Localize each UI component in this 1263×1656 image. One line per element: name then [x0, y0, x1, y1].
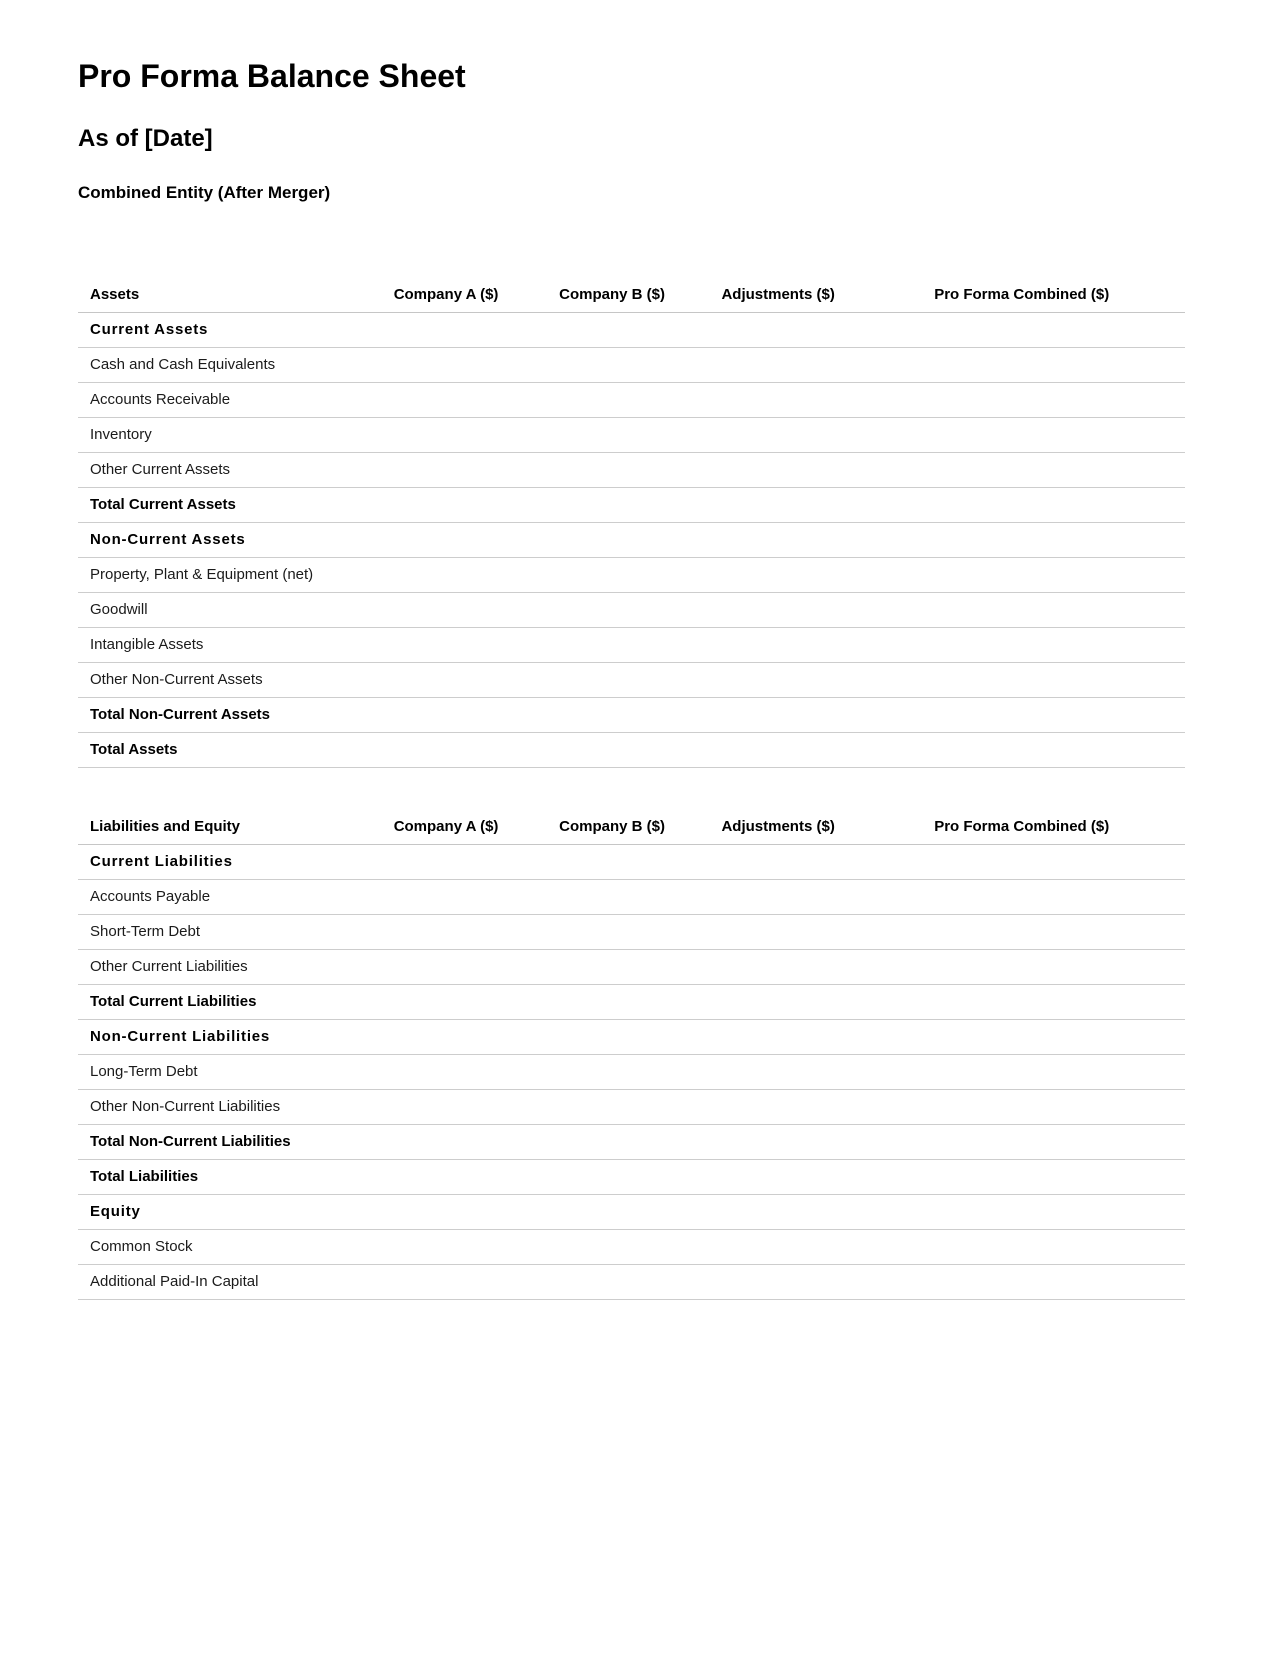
value-cell [698, 697, 859, 732]
value-cell [858, 452, 1185, 487]
value-cell [698, 1194, 859, 1229]
value-cell [698, 1229, 859, 1264]
table-row [78, 452, 1185, 487]
value-cell [698, 844, 859, 879]
value-cell [526, 382, 698, 417]
row-label-column-header: Assets [78, 278, 366, 313]
row-label-column-header: Liabilities and Equity [78, 810, 366, 845]
row-label: Intangible Assets [78, 627, 366, 662]
value-cell [366, 732, 527, 767]
value-cell [858, 914, 1185, 949]
row-label: Total Non-Current Assets [78, 697, 366, 732]
value-cell [698, 522, 859, 557]
table-row [78, 557, 1185, 592]
table-row [78, 844, 1185, 879]
table-row [78, 417, 1185, 452]
column-header: Adjustments ($) [698, 810, 859, 845]
column-header: Company A ($) [366, 810, 527, 845]
value-cell [526, 487, 698, 522]
value-cell [858, 732, 1185, 767]
column-header: Company B ($) [526, 278, 698, 313]
value-cell [858, 487, 1185, 522]
assets-table [78, 278, 1185, 768]
row-label: Non-Current Assets [78, 522, 366, 557]
table-row [78, 522, 1185, 557]
value-cell [526, 592, 698, 627]
value-cell [526, 1264, 698, 1299]
value-cell [698, 949, 859, 984]
value-cell [526, 312, 698, 347]
value-cell [858, 984, 1185, 1019]
row-label: Other Current Liabilities [78, 949, 366, 984]
value-cell [526, 557, 698, 592]
value-cell [366, 347, 527, 382]
value-cell [858, 557, 1185, 592]
value-cell [698, 382, 859, 417]
value-cell [858, 347, 1185, 382]
value-cell [858, 697, 1185, 732]
liabilities-table-header-row [78, 810, 1185, 845]
table-row [78, 879, 1185, 914]
value-cell [526, 452, 698, 487]
value-cell [526, 1194, 698, 1229]
row-label: Accounts Receivable [78, 382, 366, 417]
row-label: Long-Term Debt [78, 1054, 366, 1089]
row-label: Inventory [78, 417, 366, 452]
value-cell [366, 879, 527, 914]
value-cell [858, 1054, 1185, 1089]
value-cell [858, 662, 1185, 697]
value-cell [526, 417, 698, 452]
as-of-date-heading: As of [Date] [78, 124, 213, 152]
value-cell [366, 592, 527, 627]
value-cell [858, 1229, 1185, 1264]
value-cell [366, 627, 527, 662]
table-row [78, 662, 1185, 697]
value-cell [526, 1229, 698, 1264]
value-cell [858, 417, 1185, 452]
value-cell [698, 1124, 859, 1159]
row-label: Other Current Assets [78, 452, 366, 487]
table-row [78, 382, 1185, 417]
row-label: Total Current Liabilities [78, 984, 366, 1019]
liabilities-and-equity-table [78, 810, 1185, 1300]
row-label: Additional Paid-In Capital [78, 1264, 366, 1299]
value-cell [698, 662, 859, 697]
row-label: Current Liabilities [78, 844, 366, 879]
value-cell [698, 879, 859, 914]
table-row [78, 1089, 1185, 1124]
value-cell [366, 1194, 527, 1229]
value-cell [858, 627, 1185, 662]
value-cell [698, 732, 859, 767]
table-row [78, 697, 1185, 732]
table-row [78, 949, 1185, 984]
value-cell [526, 1089, 698, 1124]
value-cell [858, 1264, 1185, 1299]
row-label: Other Non-Current Liabilities [78, 1089, 366, 1124]
column-header: Adjustments ($) [698, 278, 859, 313]
value-cell [366, 984, 527, 1019]
value-cell [526, 1019, 698, 1054]
value-cell [858, 844, 1185, 879]
value-cell [698, 627, 859, 662]
row-label: Accounts Payable [78, 879, 366, 914]
page-title: Pro Forma Balance Sheet [78, 58, 466, 94]
value-cell [366, 1264, 527, 1299]
value-cell [526, 732, 698, 767]
table-row [78, 1159, 1185, 1194]
value-cell [698, 452, 859, 487]
table-row [78, 1124, 1185, 1159]
column-header: Company B ($) [526, 810, 698, 845]
row-label: Common Stock [78, 1229, 366, 1264]
table-row [78, 1194, 1185, 1229]
value-cell [698, 1159, 859, 1194]
row-label: Total Liabilities [78, 1159, 366, 1194]
row-label: Total Assets [78, 732, 366, 767]
value-cell [858, 522, 1185, 557]
value-cell [698, 557, 859, 592]
row-label: Short-Term Debt [78, 914, 366, 949]
value-cell [698, 347, 859, 382]
value-cell [698, 592, 859, 627]
row-label: Total Non-Current Liabilities [78, 1124, 366, 1159]
row-label: Cash and Cash Equivalents [78, 347, 366, 382]
value-cell [858, 1019, 1185, 1054]
value-cell [366, 914, 527, 949]
value-cell [366, 382, 527, 417]
table-row [78, 592, 1185, 627]
table-row [78, 1229, 1185, 1264]
value-cell [698, 487, 859, 522]
table-row [78, 1019, 1185, 1054]
value-cell [526, 879, 698, 914]
value-cell [366, 844, 527, 879]
value-cell [526, 949, 698, 984]
value-cell [526, 914, 698, 949]
value-cell [858, 1159, 1185, 1194]
value-cell [366, 487, 527, 522]
value-cell [858, 879, 1185, 914]
column-header: Pro Forma Combined ($) [858, 810, 1185, 845]
value-cell [366, 1019, 527, 1054]
value-cell [526, 1054, 698, 1089]
value-cell [366, 1229, 527, 1264]
value-cell [366, 949, 527, 984]
value-cell [526, 697, 698, 732]
value-cell [526, 662, 698, 697]
value-cell [858, 1089, 1185, 1124]
entity-heading: Combined Entity (After Merger) [78, 183, 331, 203]
value-cell [366, 662, 527, 697]
value-cell [366, 417, 527, 452]
value-cell [858, 592, 1185, 627]
value-cell [858, 1194, 1185, 1229]
row-label: Current Assets [78, 312, 366, 347]
value-cell [366, 1054, 527, 1089]
value-cell [698, 1019, 859, 1054]
table-row [78, 1054, 1185, 1089]
value-cell [526, 844, 698, 879]
value-cell [526, 1124, 698, 1159]
row-label: Equity [78, 1194, 366, 1229]
value-cell [366, 452, 527, 487]
row-label: Goodwill [78, 592, 366, 627]
value-cell [366, 312, 527, 347]
value-cell [858, 312, 1185, 347]
value-cell [698, 984, 859, 1019]
column-header: Pro Forma Combined ($) [858, 278, 1185, 313]
table-row [78, 732, 1185, 767]
table-row [78, 487, 1185, 522]
value-cell [698, 1264, 859, 1299]
value-cell [366, 522, 527, 557]
value-cell [858, 1124, 1185, 1159]
table-row [78, 1264, 1185, 1299]
value-cell [526, 522, 698, 557]
value-cell [858, 949, 1185, 984]
value-cell [366, 697, 527, 732]
row-label: Other Non-Current Assets [78, 662, 366, 697]
value-cell [526, 627, 698, 662]
value-cell [698, 1054, 859, 1089]
table-row [78, 914, 1185, 949]
table-row [78, 627, 1185, 662]
value-cell [698, 312, 859, 347]
value-cell [858, 382, 1185, 417]
value-cell [698, 1089, 859, 1124]
value-cell [526, 1159, 698, 1194]
table-row [78, 312, 1185, 347]
row-label: Total Current Assets [78, 487, 366, 522]
value-cell [366, 1124, 527, 1159]
value-cell [526, 347, 698, 382]
table-row [78, 347, 1185, 382]
value-cell [366, 557, 527, 592]
column-header: Company A ($) [366, 278, 527, 313]
row-label: Property, Plant & Equipment (net) [78, 557, 366, 592]
table-row [78, 984, 1185, 1019]
value-cell [698, 417, 859, 452]
row-label: Non-Current Liabilities [78, 1019, 366, 1054]
value-cell [698, 914, 859, 949]
value-cell [366, 1159, 527, 1194]
assets-table-header-row [78, 278, 1185, 313]
value-cell [526, 984, 698, 1019]
value-cell [366, 1089, 527, 1124]
